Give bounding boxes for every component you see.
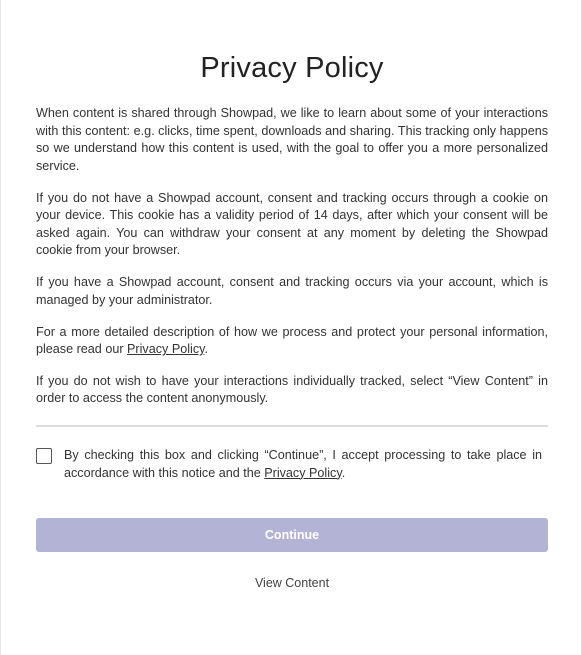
paragraph-details-text: For a more detailed description of how we process and protect your personal information, please read our [36,324,548,357]
paragraph-account: If you have a Showpad account, consent and tracking occurs via your account, which is managed by your administrator. [36,275,548,307]
paragraph-tracking-intro: When content is shared through Showpad, we like to learn about some of your interactions with this content: e.g. clicks, time spent, downloads and sharing. This tracking only happens so we understand how this content is used, with the goal to offer you a more personalized service. [36,106,548,173]
consent-label-end: . [341,465,346,480]
paragraph-details [36,324,548,359]
consent-checkbox[interactable] [36,448,52,464]
paragraph-anonymous: If you do not wish to have your interactions individually tracked, select “View Content” in order to access the content anonymously. [36,373,548,406]
consent-label [64,447,542,482]
consent-label-text: By checking this box and clicking “Continue”, I accept processing to take place in accordance with this notice and the [64,448,542,480]
consent-privacy-policy-link[interactable]: Privacy Policy [264,465,342,480]
view-content-link[interactable]: View Content [254,576,330,590]
privacy-policy-link[interactable]: Privacy Policy [127,342,205,357]
consent-row [36,447,548,482]
page-title: Privacy Policy [200,52,384,84]
policy-content [36,105,548,422]
divider [36,425,548,427]
paragraph-details-end: . [204,342,208,357]
continue-button[interactable]: Continue [36,518,548,552]
paragraph-cookie: If you do not have a Showpad account, consent and tracking occurs through a cookie on your device. This cookie has a validity period of 14 days, after which your consent will be asked again. You can withdraw your consent at any moment by deleting the Showpad cookie from your browser. [36,190,548,258]
